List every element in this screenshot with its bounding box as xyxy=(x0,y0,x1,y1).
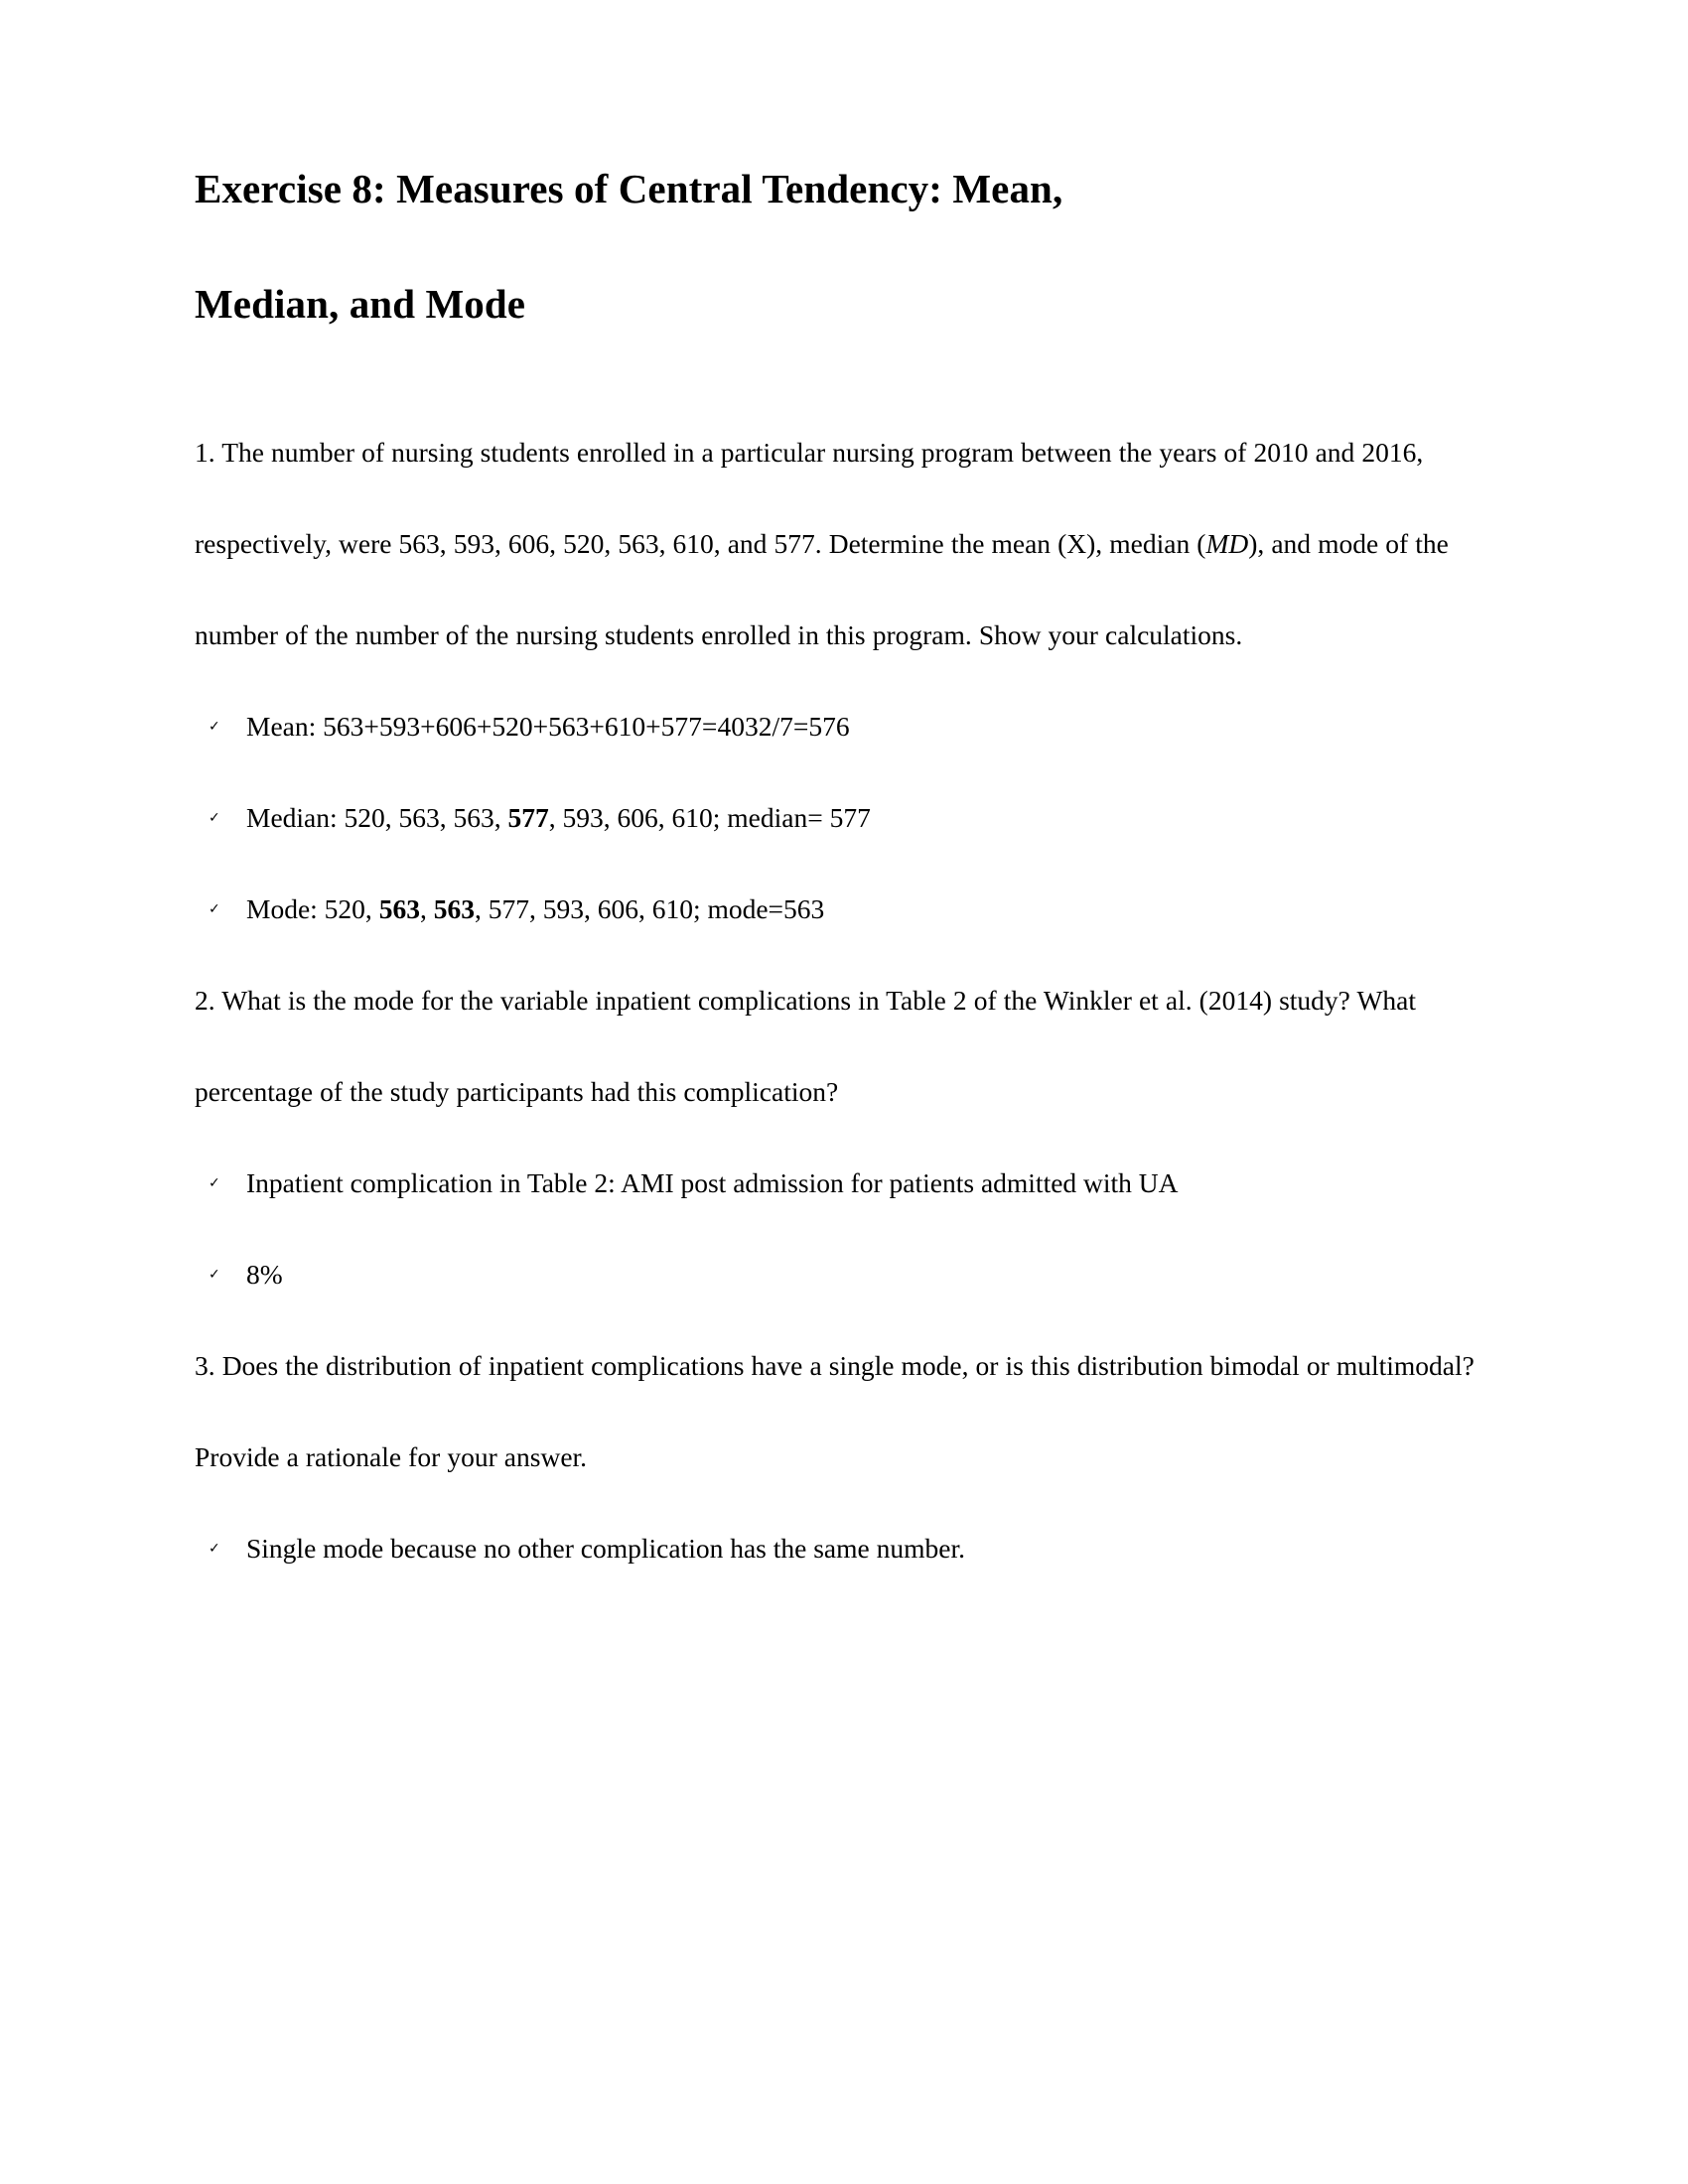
question-1-part-after: ), and mode of the number of the number of the nursing students enrolled in this program. Show your calculations. xyxy=(195,528,1449,650)
answer-mean xyxy=(246,711,850,742)
checkmark-bullet-icon: ✓ xyxy=(209,1267,220,1283)
document-body xyxy=(195,119,1476,1594)
checkmark-bullet-icon: ✓ xyxy=(209,719,220,735)
answer-mode-segment-4: , 577, 593, 606, 610; mode=563 xyxy=(474,893,825,924)
list-item xyxy=(195,681,1476,772)
question-2-text: 2. What is the mode for the variable inpatient complications in Table 2 of the Winkler et al. (2014) study? What percentage of the study participants had this complication? xyxy=(195,985,1416,1107)
question-1-md-italic: MD xyxy=(1205,528,1249,559)
answer-mode-segment-3-bold: 563 xyxy=(433,893,475,924)
checkmark-bullet-icon: ✓ xyxy=(209,1175,220,1191)
question-1-part-before: 1. The number of nursing students enrolled in a particular nursing program between the years of 2010 and 2016, respectively, were 563, 593, 606, 520, 563, 610, and 577. Determine the mean (X), median ( xyxy=(195,437,1424,559)
list-item xyxy=(195,1503,1476,1594)
list-item xyxy=(195,1229,1476,1320)
answer-mode-segment-2: , xyxy=(419,893,434,924)
answer-inpatient-complication: Inpatient complication in Table 2: AMI post admission for patients admitted with UA xyxy=(246,1167,1179,1198)
list-item xyxy=(195,864,1476,955)
list-item xyxy=(195,772,1476,864)
question-1-text xyxy=(195,407,1476,681)
list-item xyxy=(195,1138,1476,1229)
answer-median-segment-2: , 593, 606, 610; median= 577 xyxy=(548,802,871,833)
question-3-text: 3. Does the distribution of inpatient complications have a single mode, or is this distribution bimodal or multimodal? Provide a rationale for your answer. xyxy=(195,1350,1475,1472)
question-2-answer-list xyxy=(195,1138,1476,1320)
answer-median-segment-0: Median: 520, 563, 563, xyxy=(246,802,508,833)
answer-median-segment-1-bold: 577 xyxy=(507,802,549,833)
question-1-answer-list xyxy=(195,681,1476,955)
page-title xyxy=(195,119,1476,361)
checkmark-bullet-icon: ✓ xyxy=(209,1541,220,1557)
page-title-line-1: Exercise 8: Measures of Central Tendency: Mean, xyxy=(195,166,1063,211)
answer-mode xyxy=(246,893,824,924)
answer-single-mode: Single mode because no other complication has the same number. xyxy=(246,1533,965,1564)
question-3-answer-list xyxy=(195,1503,1476,1594)
checkmark-bullet-icon: ✓ xyxy=(209,901,220,917)
page-title-line-2: Median, and Mode xyxy=(195,281,526,327)
answer-mean-segment-0: Mean: 563+593+606+520+563+610+577=4032/7=576 xyxy=(246,711,850,742)
answer-mode-segment-0: Mode: 520, xyxy=(246,893,379,924)
answer-mode-segment-1-bold: 563 xyxy=(378,893,420,924)
answer-percentage: 8% xyxy=(246,1259,283,1290)
checkmark-bullet-icon: ✓ xyxy=(209,810,220,826)
answer-median xyxy=(246,802,871,833)
